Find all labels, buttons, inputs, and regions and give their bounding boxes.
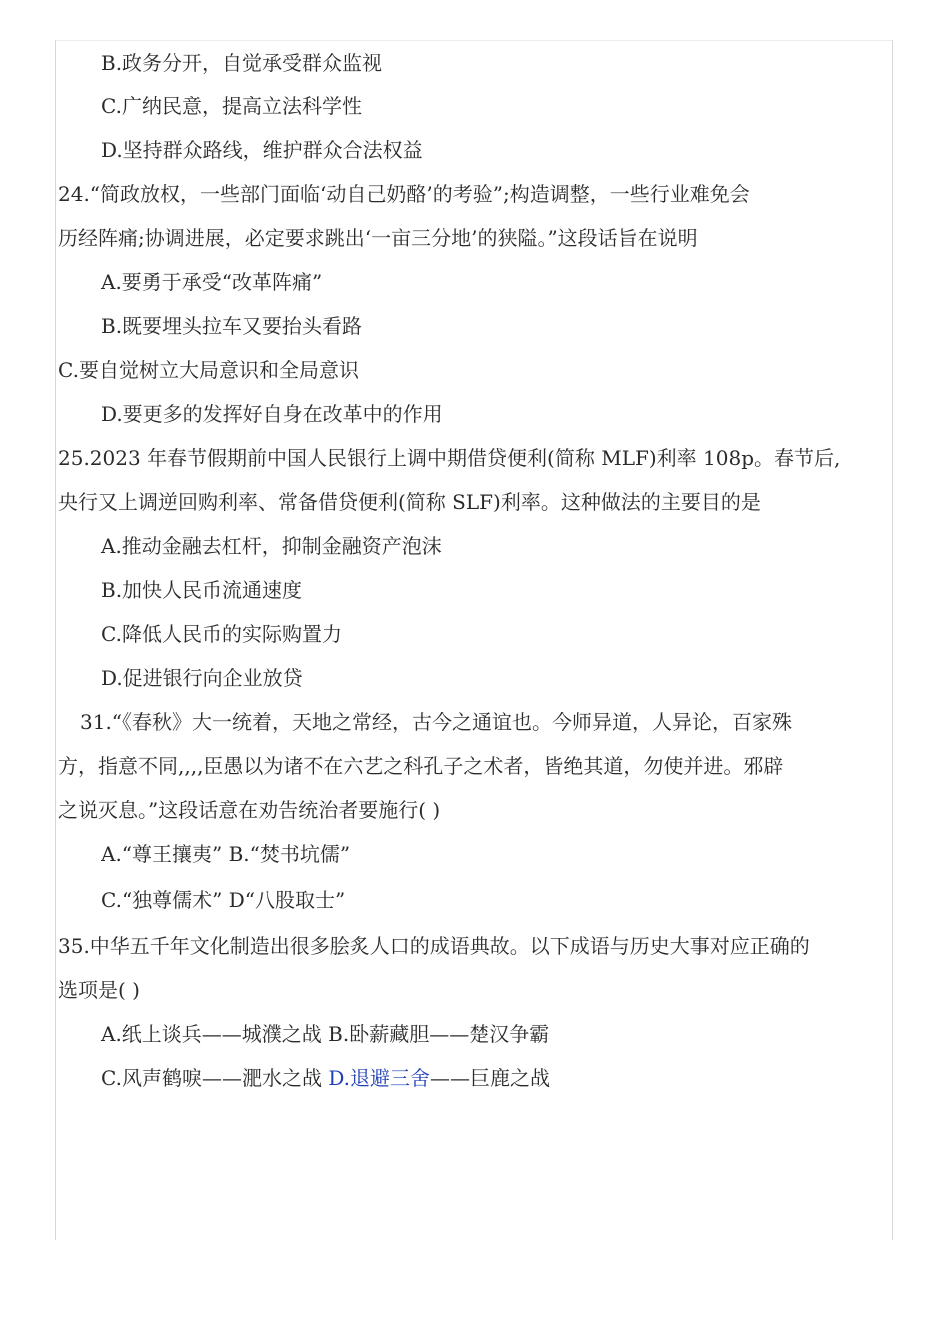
q35-stem-line-2: 选项是( )	[58, 978, 140, 1002]
q23-option-b: B.政务分开，自觉承受群众监视	[101, 51, 383, 75]
q23-option-d: D.坚持群众路线，维护群众合法权益	[101, 138, 423, 162]
q25-option-d: D.促进银行向企业放贷	[101, 666, 303, 690]
q35-options-ab: A.纸上谈兵——城濮之战 B.卧薪藏胆——楚汉争霸	[101, 1022, 550, 1046]
q31-options-cd: C.“独尊儒术” D“八股取士”	[101, 888, 346, 912]
q24-stem-line-2: 历经阵痛;协调进展，必定要求跳出‘一亩三分地’的狭隘。”这段话旨在说明	[58, 226, 698, 250]
q25-stem-line-2: 央行又上调逆回购利率、常备借贷便利(简称 SLF)利率。这种做法的主要目的是	[58, 490, 761, 514]
q24-option-c: C.要自觉树立大局意识和全局意识	[58, 358, 359, 382]
q23-option-c: C.广纳民意，提高立法科学性	[101, 94, 362, 118]
q25-stem-line-1: 25.2023 年春节假期前中国人民银行上调中期借贷便利(简称 MLF)利率 108p。春节后,	[58, 446, 841, 470]
q24-option-a: A.要勇于承受“改革阵痛”	[101, 270, 323, 294]
q31-stem-line-3: 之说灭息。”这段话意在劝告统治者要施行( )	[58, 798, 441, 822]
q25-option-c: C.降低人民币的实际购置力	[101, 622, 342, 646]
q35-option-d-rest: ——巨鹿之战	[430, 1066, 550, 1090]
q31-stem-line-1: 31.“《春秋》大一统着，天地之常经，古今之通谊也。今师异道，人异论，百家殊	[80, 710, 793, 734]
q35-options-cd	[101, 1065, 550, 1091]
q24-option-d: D.要更多的发挥好自身在改革中的作用	[101, 402, 443, 426]
q25-option-b: B.加快人民币流通速度	[101, 578, 303, 602]
q35-option-c: C.风声鹤唳——淝水之战	[101, 1066, 329, 1090]
q24-option-b: B.既要埋头拉车又要抬头看路	[101, 314, 363, 338]
q31-stem-line-2: 方，指意不同,,,,臣愚以为诸不在六艺之科孔子之术者，皆绝其道，勿使并进。邪辟	[58, 754, 784, 778]
q31-options-ab: A.“尊王攘夷” B.“焚书坑儒”	[101, 842, 351, 866]
q24-stem-line-1: 24.“简政放权，一些部门面临‘动自己奶酪’的考验”;构造调整，一些行业难免会	[58, 182, 750, 206]
q35-stem-line-1: 35.中华五千年文化制造出很多脍炙人口的成语典故。以下成语与历史大事对应正确的	[58, 934, 810, 958]
q25-option-a: A.推动金融去杠杆，抑制金融资产泡沫	[101, 534, 442, 558]
q35-option-d-link[interactable]: D.退避三舍	[328, 1066, 430, 1090]
